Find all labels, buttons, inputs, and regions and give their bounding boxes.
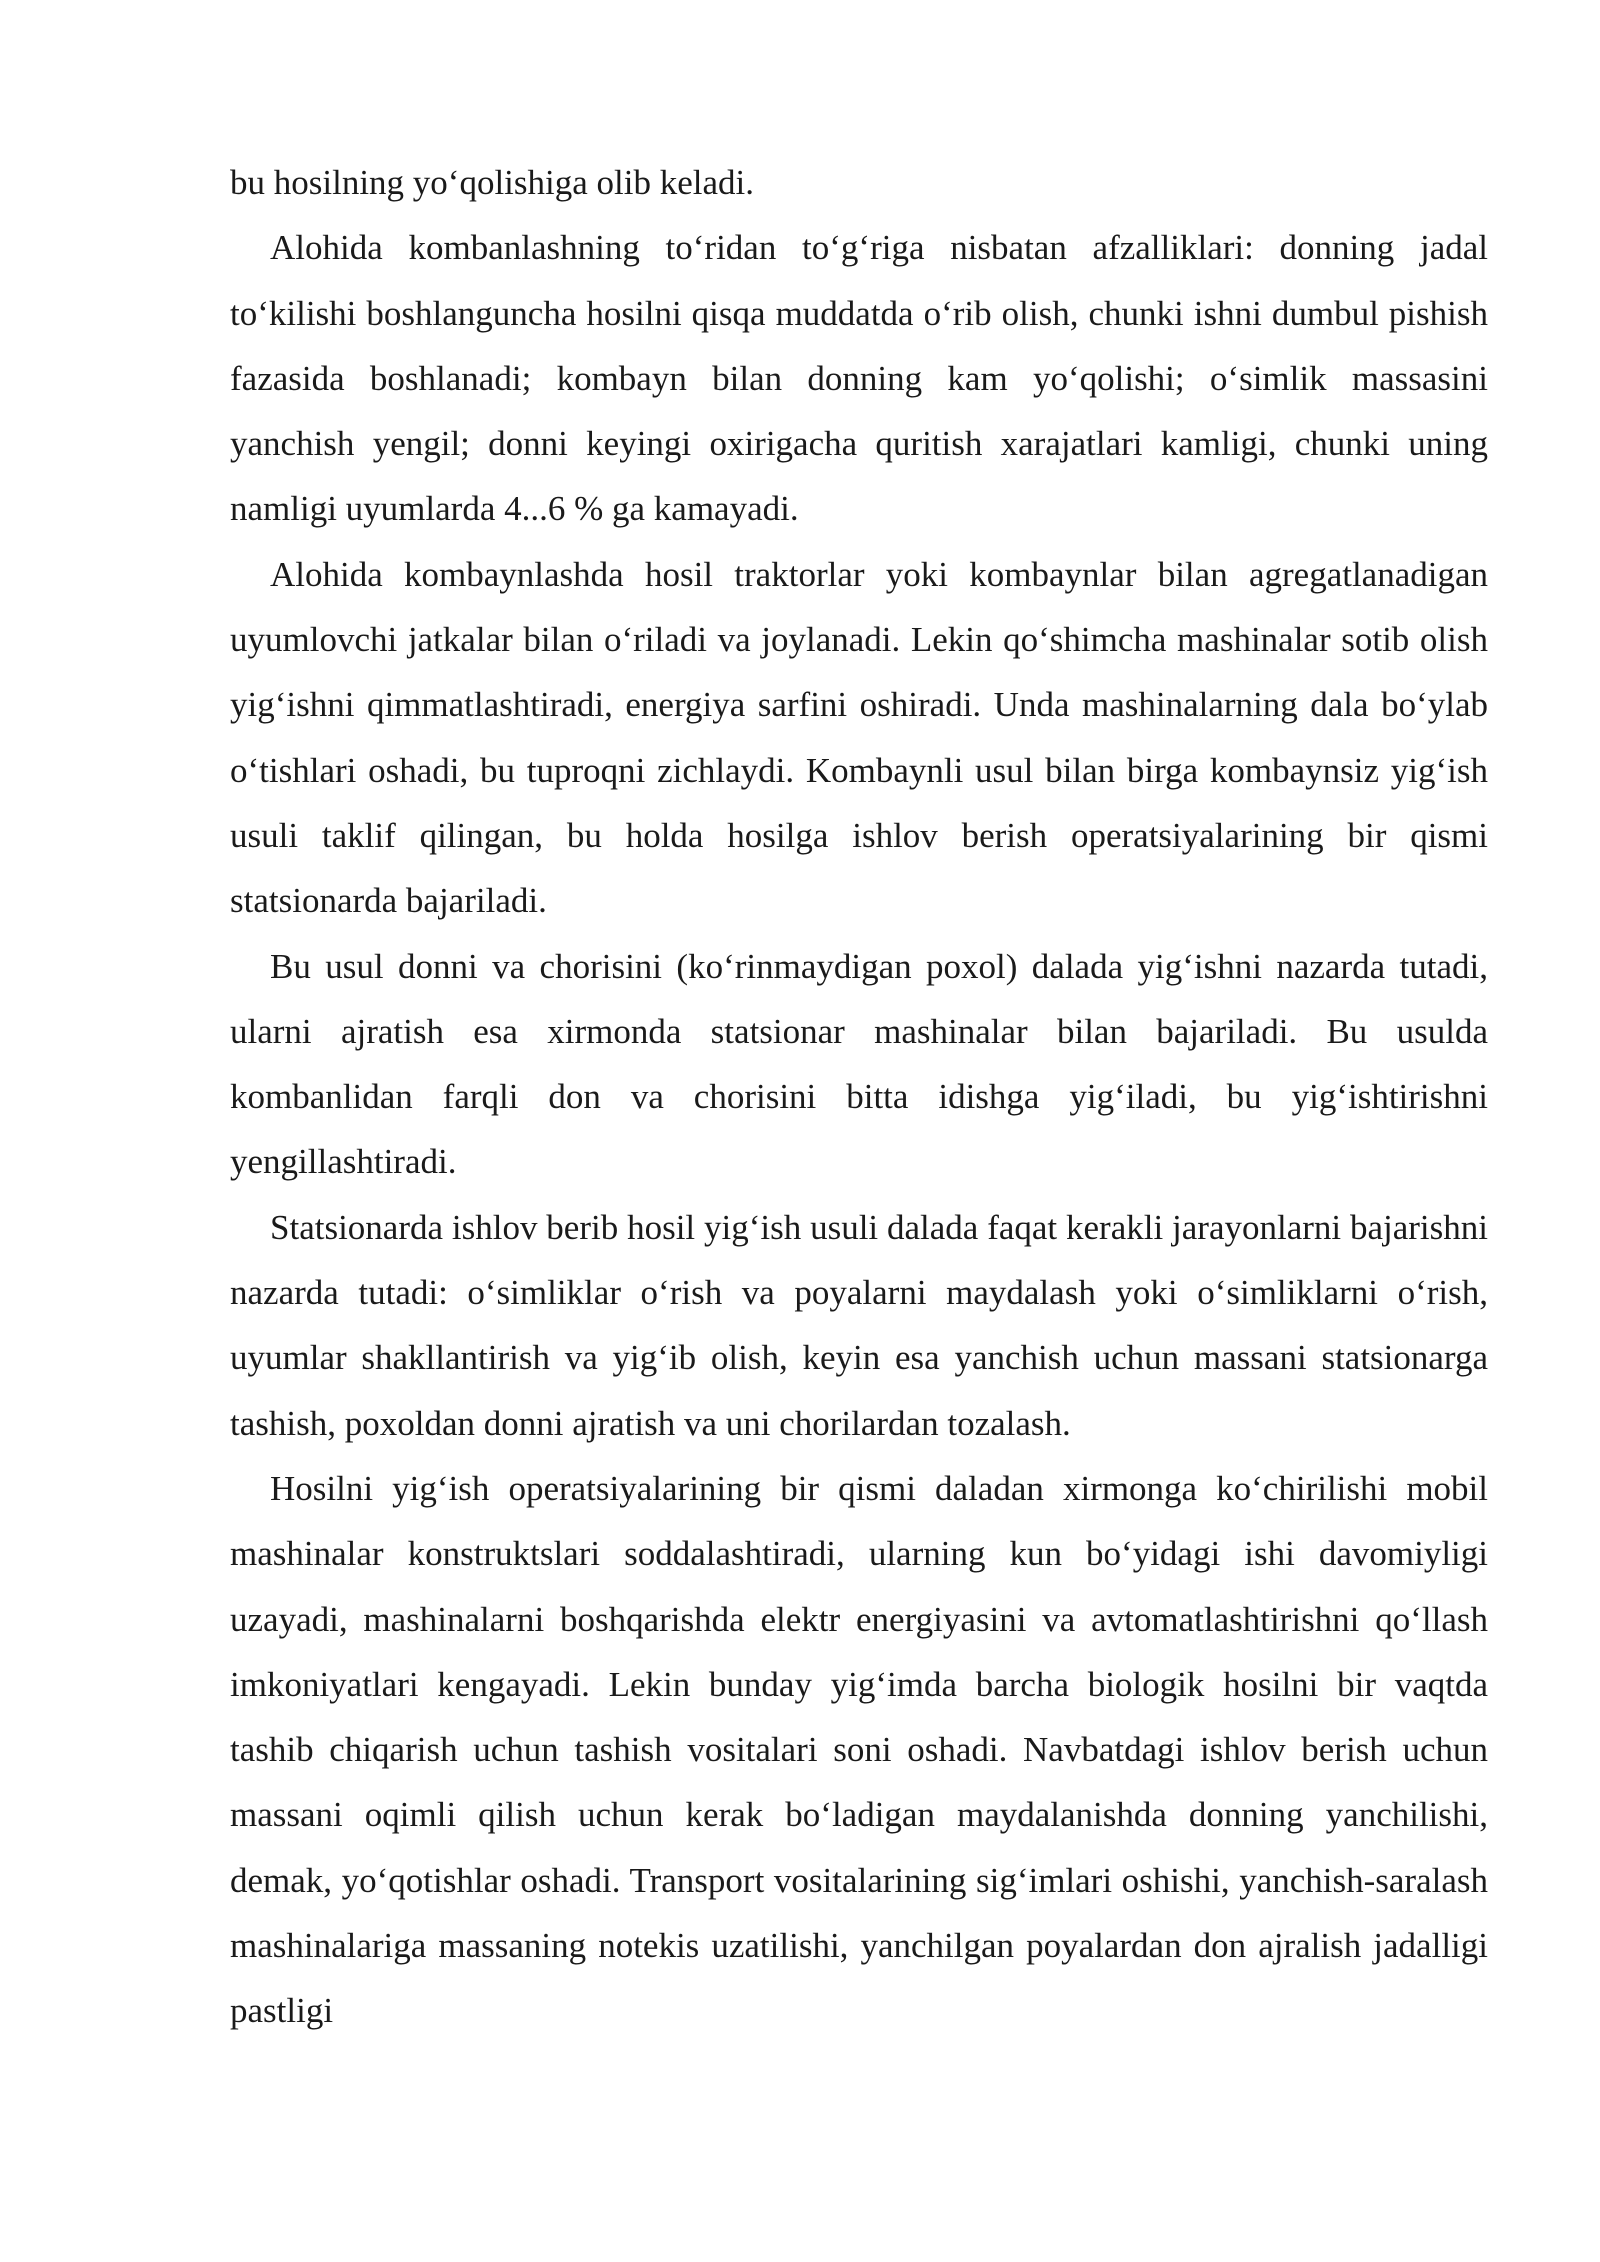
paragraph-threshing-method: Bu usul donni va chorisini (ko‘rinmaydigan poxol) dalada yig‘ishni nazarda tutadi, ularni ajratish esa xirmonda statsionar mashinalar bilan bajariladi. Bu usulda kombanlidan farqli don va chorisini bitta idishga yig‘iladi, bu yig‘ishtirishni yengillashtiradi. [230, 946, 1488, 1182]
paragraph-advantages: Alohida kombanlashning to‘ridan to‘g‘riga nisbatan afzalliklari: donning jadal to‘kilishi boshlanguncha hosilni qisqa muddatda o‘rib olish, chunki ishni dumbul pishish fazasida boshlanadi; kombayn bilan donning kam yo‘qolishi; o‘simlik massasini yanchish yengil; donni keyingi oxirigacha quritish xarajatlari kamligi, chunki uning namligi uyumlarda 4...6 % ga kamayadi. [230, 228, 1488, 529]
paragraph-separate-combining: Alohida kombaynlashda hosil traktorlar yoki kombaynlar bilan agregatlanadigan uyumlovchi jatkalar bilan o‘riladi va joylanadi. Lekin qo‘shimcha mashinalar sotib olish yig‘ishni qimmatlashtiradi, energiya sarfini oshiradi. Unda mashinalarning dala bo‘ylab o‘tishlari oshadi, bu tuproqni zichlaydi. Kombaynli usul bilan birga kombaynsiz yig‘ish usuli taklif qilingan, bu holda hosilga ishlov berish operatsiyalarining bir qismi statsionarda bajariladi. [230, 554, 1488, 921]
paragraph-operations-transfer: Hosilni yig‘ish operatsiyalarining bir qismi daladan xirmonga ko‘chirilishi mobil mashinalar konstruktslari soddalashtiradi, ularning kun bo‘yidagi ishi davomiyligi uzayadi, mashinalarni boshqarishda elektr energiyasini va avtomatlashtirishni qo‘llash imkoniyatlari kengayadi. Lekin bunday yig‘imda barcha biologik hosilni bir vaqtda tashib chiqarish uchun tashish vositalari soni oshadi. Navbatdagi ishlov berish uchun massani oqimli qilish uchun kerak bo‘ladigan maydalanishda donning yanchilishi, demak, yo‘qotishlar oshadi. Transport vositalarining sig‘imlari oshishi, yanchish-saralash mashinalariga massaning notekis uzatilishi, yanchilgan poyalardan don ajralish jadalligi pastligi [230, 1468, 1488, 2031]
document-page [230, 150, 1488, 2044]
paragraph-continuation: bu hosilning yo‘qolishiga olib keladi. [230, 163, 754, 202]
paragraph-stationary-method: Statsionarda ishlov berib hosil yig‘ish usuli dalada faqat kerakli jarayonlarni bajarishni nazarda tutadi: o‘simliklar o‘rish va poyalarni maydalash yoki o‘simliklarni o‘rish, uyumlar shakllantirish va yig‘ib olish, keyin esa yanchish uchun massani statsionarga tashish, poxoldan donni ajratish va uni chorilardan tozalash. [230, 1207, 1488, 1443]
